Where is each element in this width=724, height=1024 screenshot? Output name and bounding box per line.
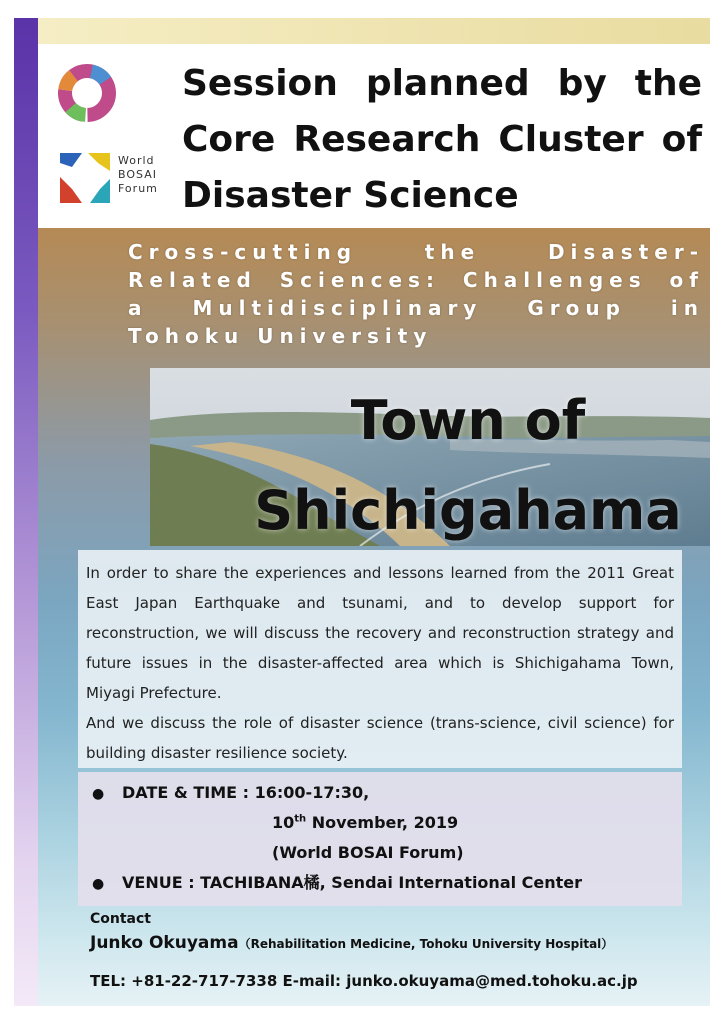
bullet-icon: ●: [92, 786, 105, 802]
description-paragraph-2: And we discuss the role of disaster science (trans-science, civil science) for building disaster resilience society.: [86, 714, 674, 762]
date-place-row: [92, 838, 682, 868]
town-line-2: Shichigahama: [254, 479, 682, 542]
contact-section: [90, 908, 710, 1001]
poster-body: [38, 228, 710, 1006]
date-day-row: [92, 808, 682, 838]
description-box: [78, 550, 682, 768]
contact-name-line: [90, 930, 710, 957]
town-line-1: Town of: [350, 389, 586, 452]
date-row: [92, 778, 682, 808]
contact-name: Junko Okuyama: [90, 933, 239, 953]
header: [38, 44, 710, 228]
left-color-bar: [14, 18, 38, 1006]
bullet-icon: ●: [92, 876, 105, 892]
cluster-logo-icon: [54, 60, 120, 126]
contact-affiliation: （Rehabilitation Medicine, Tohoku University Hospital）: [238, 937, 614, 951]
forum-logo-text: World BOSAI Forum: [118, 154, 158, 195]
venue-text: VENUE : TACHIBANA橘, Sendai International Center: [122, 873, 583, 892]
top-color-strip: [38, 18, 710, 44]
venue-row: [92, 868, 682, 898]
world-bosai-forum-logo-icon: [56, 149, 114, 207]
event-details: [78, 772, 682, 906]
date-suffix: th: [294, 813, 307, 825]
contact-label: Contact: [90, 911, 151, 927]
date-place: (World BOSAI Forum): [272, 843, 464, 862]
date-label: DATE & TIME : 16:00-17:30,: [122, 783, 370, 802]
description-paragraph-1: In order to share the experiences and lessons learned from the 2011 Great East Japan Earthquake and tsunami, and to develop support for reconstruction, we will discuss the recovery and reconstruction strategy and future issues in the disaster-affected area which is Shichigahama Town, Miyagi Prefecture.: [86, 564, 674, 702]
town-name: [238, 376, 698, 556]
session-subtitle: Cross-cutting the Disaster-Related Sciences: Challenges of a Multidisciplinary Group in Tohoku University: [128, 240, 704, 348]
page-title: Session planned by the Core Research Cluster of Disaster Science: [182, 63, 702, 216]
date-rest: November, 2019: [306, 813, 459, 832]
contact-tel-email: TEL: +81-22-717-7338 E-mail: junko.okuyama@med.tohoku.ac.jp: [90, 972, 638, 990]
date-day: 10: [272, 813, 295, 832]
